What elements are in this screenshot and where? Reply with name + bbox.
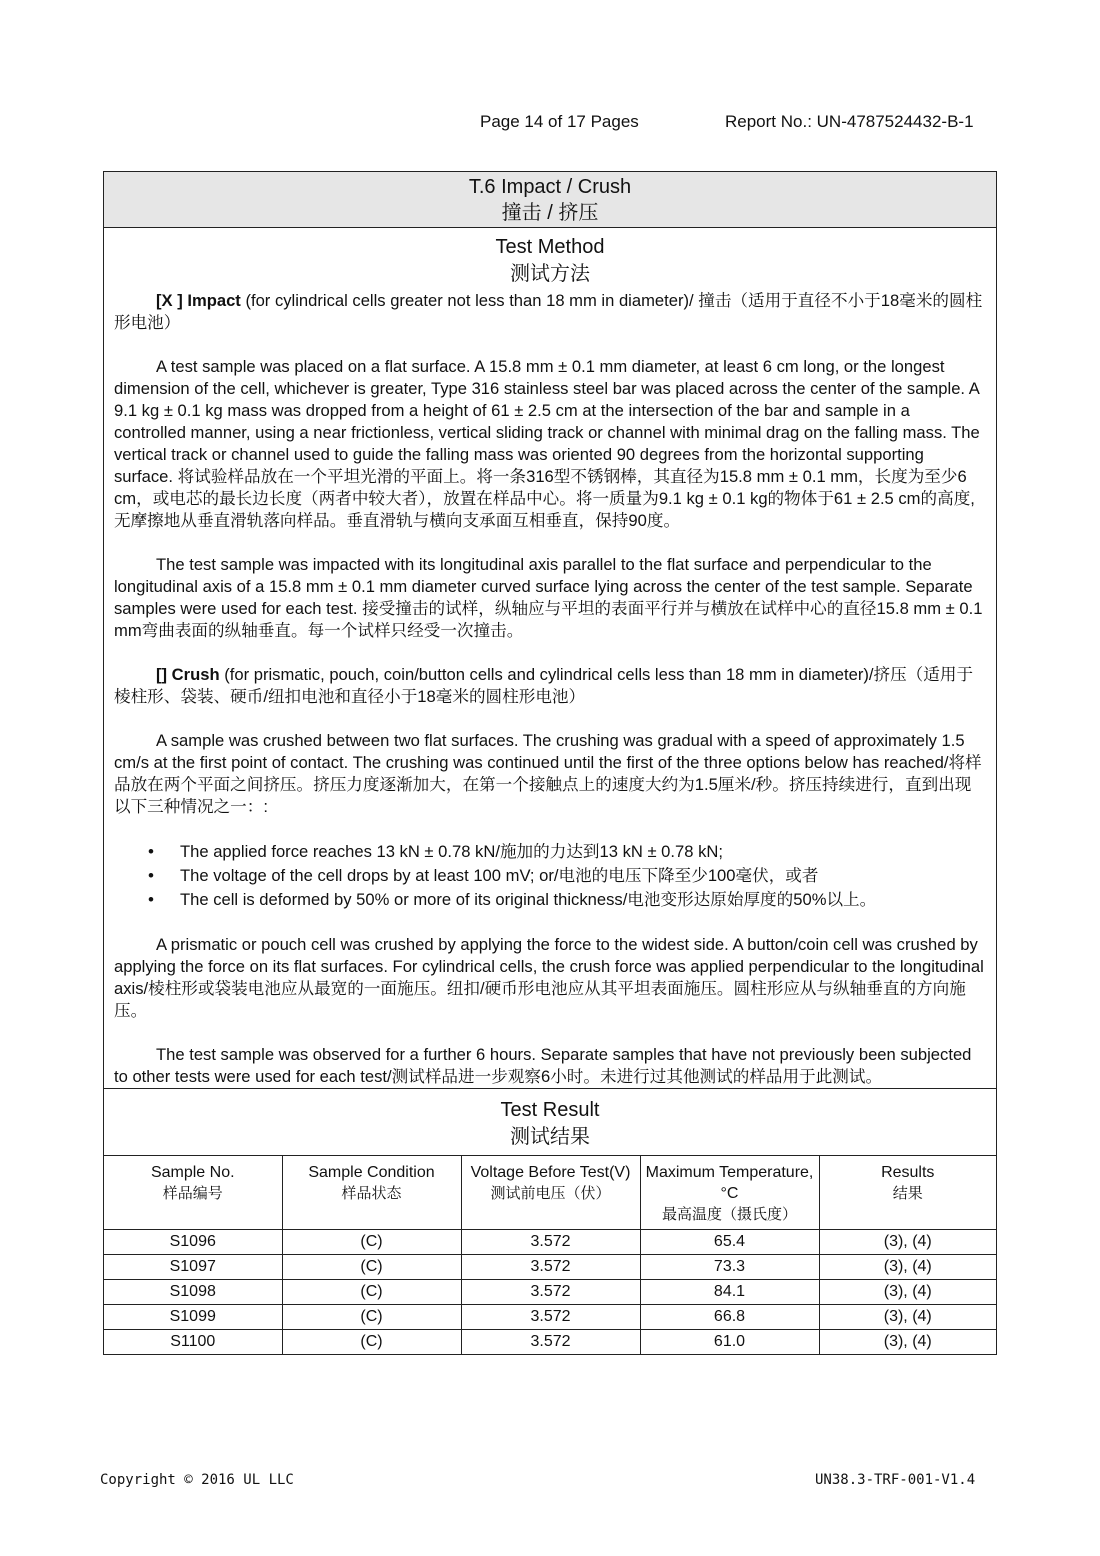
table-row [104, 1330, 996, 1355]
list-item: • The applied force reaches 13 kN ± 0.78 kN/施加的力达到13 kN ± 0.78 kN; [180, 840, 986, 864]
table-row [104, 1280, 996, 1305]
column-header: Maximum Temperature, °C 最高温度（摄氏度） [640, 1156, 819, 1230]
test-section-box [103, 171, 997, 1355]
table-cell: S1100 [104, 1330, 282, 1355]
result-title-cn: 测试结果 [510, 1126, 590, 1148]
list-item: • The cell is deformed by 50% or more of its original thickness/电池变形达原始厚度的50%以上。 [180, 888, 986, 912]
method-title-en: Test Method [495, 236, 605, 258]
table-cell: (C) [282, 1255, 461, 1280]
page-number: Page 14 of 17 Pages [480, 112, 639, 131]
section-title [104, 172, 996, 228]
table-row [104, 1230, 996, 1255]
table-cell: S1097 [104, 1255, 282, 1280]
table-cell: (C) [282, 1230, 461, 1255]
test-method [104, 228, 996, 1088]
form-number: UN38.3-TRF-001-V1.4 [815, 1472, 976, 1488]
impact-description: (for cylindrical cells greater not less than 18 mm in diameter)/ 撞击（适用于直径不小于18毫米的圆柱形电池） [114, 291, 983, 332]
column-header: Sample Condition 样品状态 [282, 1156, 461, 1230]
crush-procedure-paragraph: A sample was crushed between two flat surfaces. The crushing was gradual with a speed of approximately 1.5 cm/s at the first point of contact. The crushing was continued until the first of the three options below has reached/将样品放在两个平面之间挤压。挤压力度逐渐加大，在第一个接触点上的速度大约为1.5厘米/秒。挤压持续进行，直到出现以下三种情况之一：: [114, 731, 982, 816]
list-item: • The voltage of the cell drops by at least 100 mV; or/电池的电压下降至少100毫伏，或者 [180, 864, 986, 888]
result-title-en: Test Result [500, 1099, 600, 1121]
crush-direction-paragraph: A prismatic or pouch cell was crushed by applying the force to the widest side. A button/coin cell was crushed by applying the force on its flat surfaces. For cylindrical cells, the crush force was applied perpendicular to the longitudinal axis/棱柱形或袋装电池应从最宽的一面施压。纽扣/硬币形电池应从其平坦表面施压。圆柱形应从与纵轴垂直的方向施压。 [114, 935, 984, 1020]
table-cell: (3), (4) [819, 1230, 996, 1255]
column-header: Voltage Before Test(V) 测试前电压（伏） [461, 1156, 640, 1230]
table-cell: 3.572 [461, 1305, 640, 1330]
crush-stop-conditions [114, 840, 986, 912]
table-cell: 3.572 [461, 1280, 640, 1305]
report-number: Report No.: UN-4787524432-B-1 [725, 112, 974, 131]
method-title-cn: 测试方法 [510, 263, 590, 285]
crush-checkbox-label: [] Crush [156, 665, 220, 684]
test-result-title [104, 1088, 996, 1155]
table-cell: (3), (4) [819, 1280, 996, 1305]
table-cell: S1098 [104, 1280, 282, 1305]
table-row [104, 1255, 996, 1280]
table-cell: 3.572 [461, 1255, 640, 1280]
crush-description: (for prismatic, pouch, coin/button cells and cylindrical cells less than 18 mm in diameter)/挤压（适用于棱柱形、袋装、硬币/纽扣电池和直径小于18毫米的圆柱形电池） [114, 665, 974, 706]
table-cell: 3.572 [461, 1230, 640, 1255]
table-cell: (C) [282, 1280, 461, 1305]
table-cell: 84.1 [640, 1280, 819, 1305]
impact-heading [114, 290, 986, 334]
section-title-en: T.6 Impact / Crush [468, 176, 632, 198]
table-cell: 3.572 [461, 1330, 640, 1355]
impact-orientation-paragraph: The test sample was impacted with its longitudinal axis parallel to the flat surface and perpendicular to the longitudinal axis of a 15.8 mm ± 0.1 mm diameter curved surface lying across the center of the test sample. Separate samples were used for each test. 接受撞击的试样，纵轴应与平坦的表面平行并与横放在试样中心的直径15.8 mm ± 0.1 mm弯曲表面的纵轴垂直。每一个试样只经受一次撞击。 [114, 555, 983, 640]
observation-paragraph: The test sample was observed for a further 6 hours. Separate samples that have not previously been subjected to other tests were used for each test/测试样品进一步观察6小时。未进行过其他测试的样品用于此测试。 [114, 1045, 972, 1086]
crush-heading [114, 664, 986, 708]
table-cell: 61.0 [640, 1330, 819, 1355]
table-cell: 66.8 [640, 1305, 819, 1330]
table-row [104, 1305, 996, 1330]
table-cell: (C) [282, 1305, 461, 1330]
table-cell: 73.3 [640, 1255, 819, 1280]
table-cell: (3), (4) [819, 1255, 996, 1280]
table-cell: (3), (4) [819, 1330, 996, 1355]
table-header-row [104, 1156, 996, 1230]
result-table [104, 1155, 996, 1354]
impact-procedure-paragraph: A test sample was placed on a flat surface. A 15.8 mm ± 0.1 mm diameter, at least 6 cm long, or the longest dimension of the cell, whichever is greater, Type 316 stainless steel bar was placed across the center of the sample. A 9.1 kg ± 0.1 kg mass was dropped from a height of 61 ± 2.5 cm at the intersection of the bar and sample in a controlled manner, using a near frictionless, vertical sliding track or channel with minimal drag on the falling mass. The vertical track or channel used to guide the falling mass was oriented 90 degrees from the horizontal supporting surface. 将试验样品放在一个平坦光滑的平面上。将一条316型不锈钢棒，其直径为15.8 mm ± 0.1 mm，长度为至少6 cm，或电芯的最长边长度（两者中较大者），放置在样品中心。将一质量为9.1 kg ± 0.1 kg的物体于61 ± 2.5 cm的高度, 无摩擦地从垂直滑轨落向样品。垂直滑轨与横向支承面互相垂直，保持90度。 [114, 357, 980, 530]
table-cell: (C) [282, 1330, 461, 1355]
column-header: Sample No. 样品编号 [104, 1156, 282, 1230]
table-cell: 65.4 [640, 1230, 819, 1255]
page-header [0, 112, 1100, 140]
copyright-text: Copyright © 2016 UL LLC [100, 1472, 294, 1488]
impact-checkbox-label: [X ] Impact [156, 291, 241, 310]
table-cell: S1096 [104, 1230, 282, 1255]
table-cell: (3), (4) [819, 1305, 996, 1330]
table-cell: S1099 [104, 1305, 282, 1330]
column-header: Results 结果 [819, 1156, 996, 1230]
section-title-cn: 撞击 / 挤压 [501, 202, 599, 224]
